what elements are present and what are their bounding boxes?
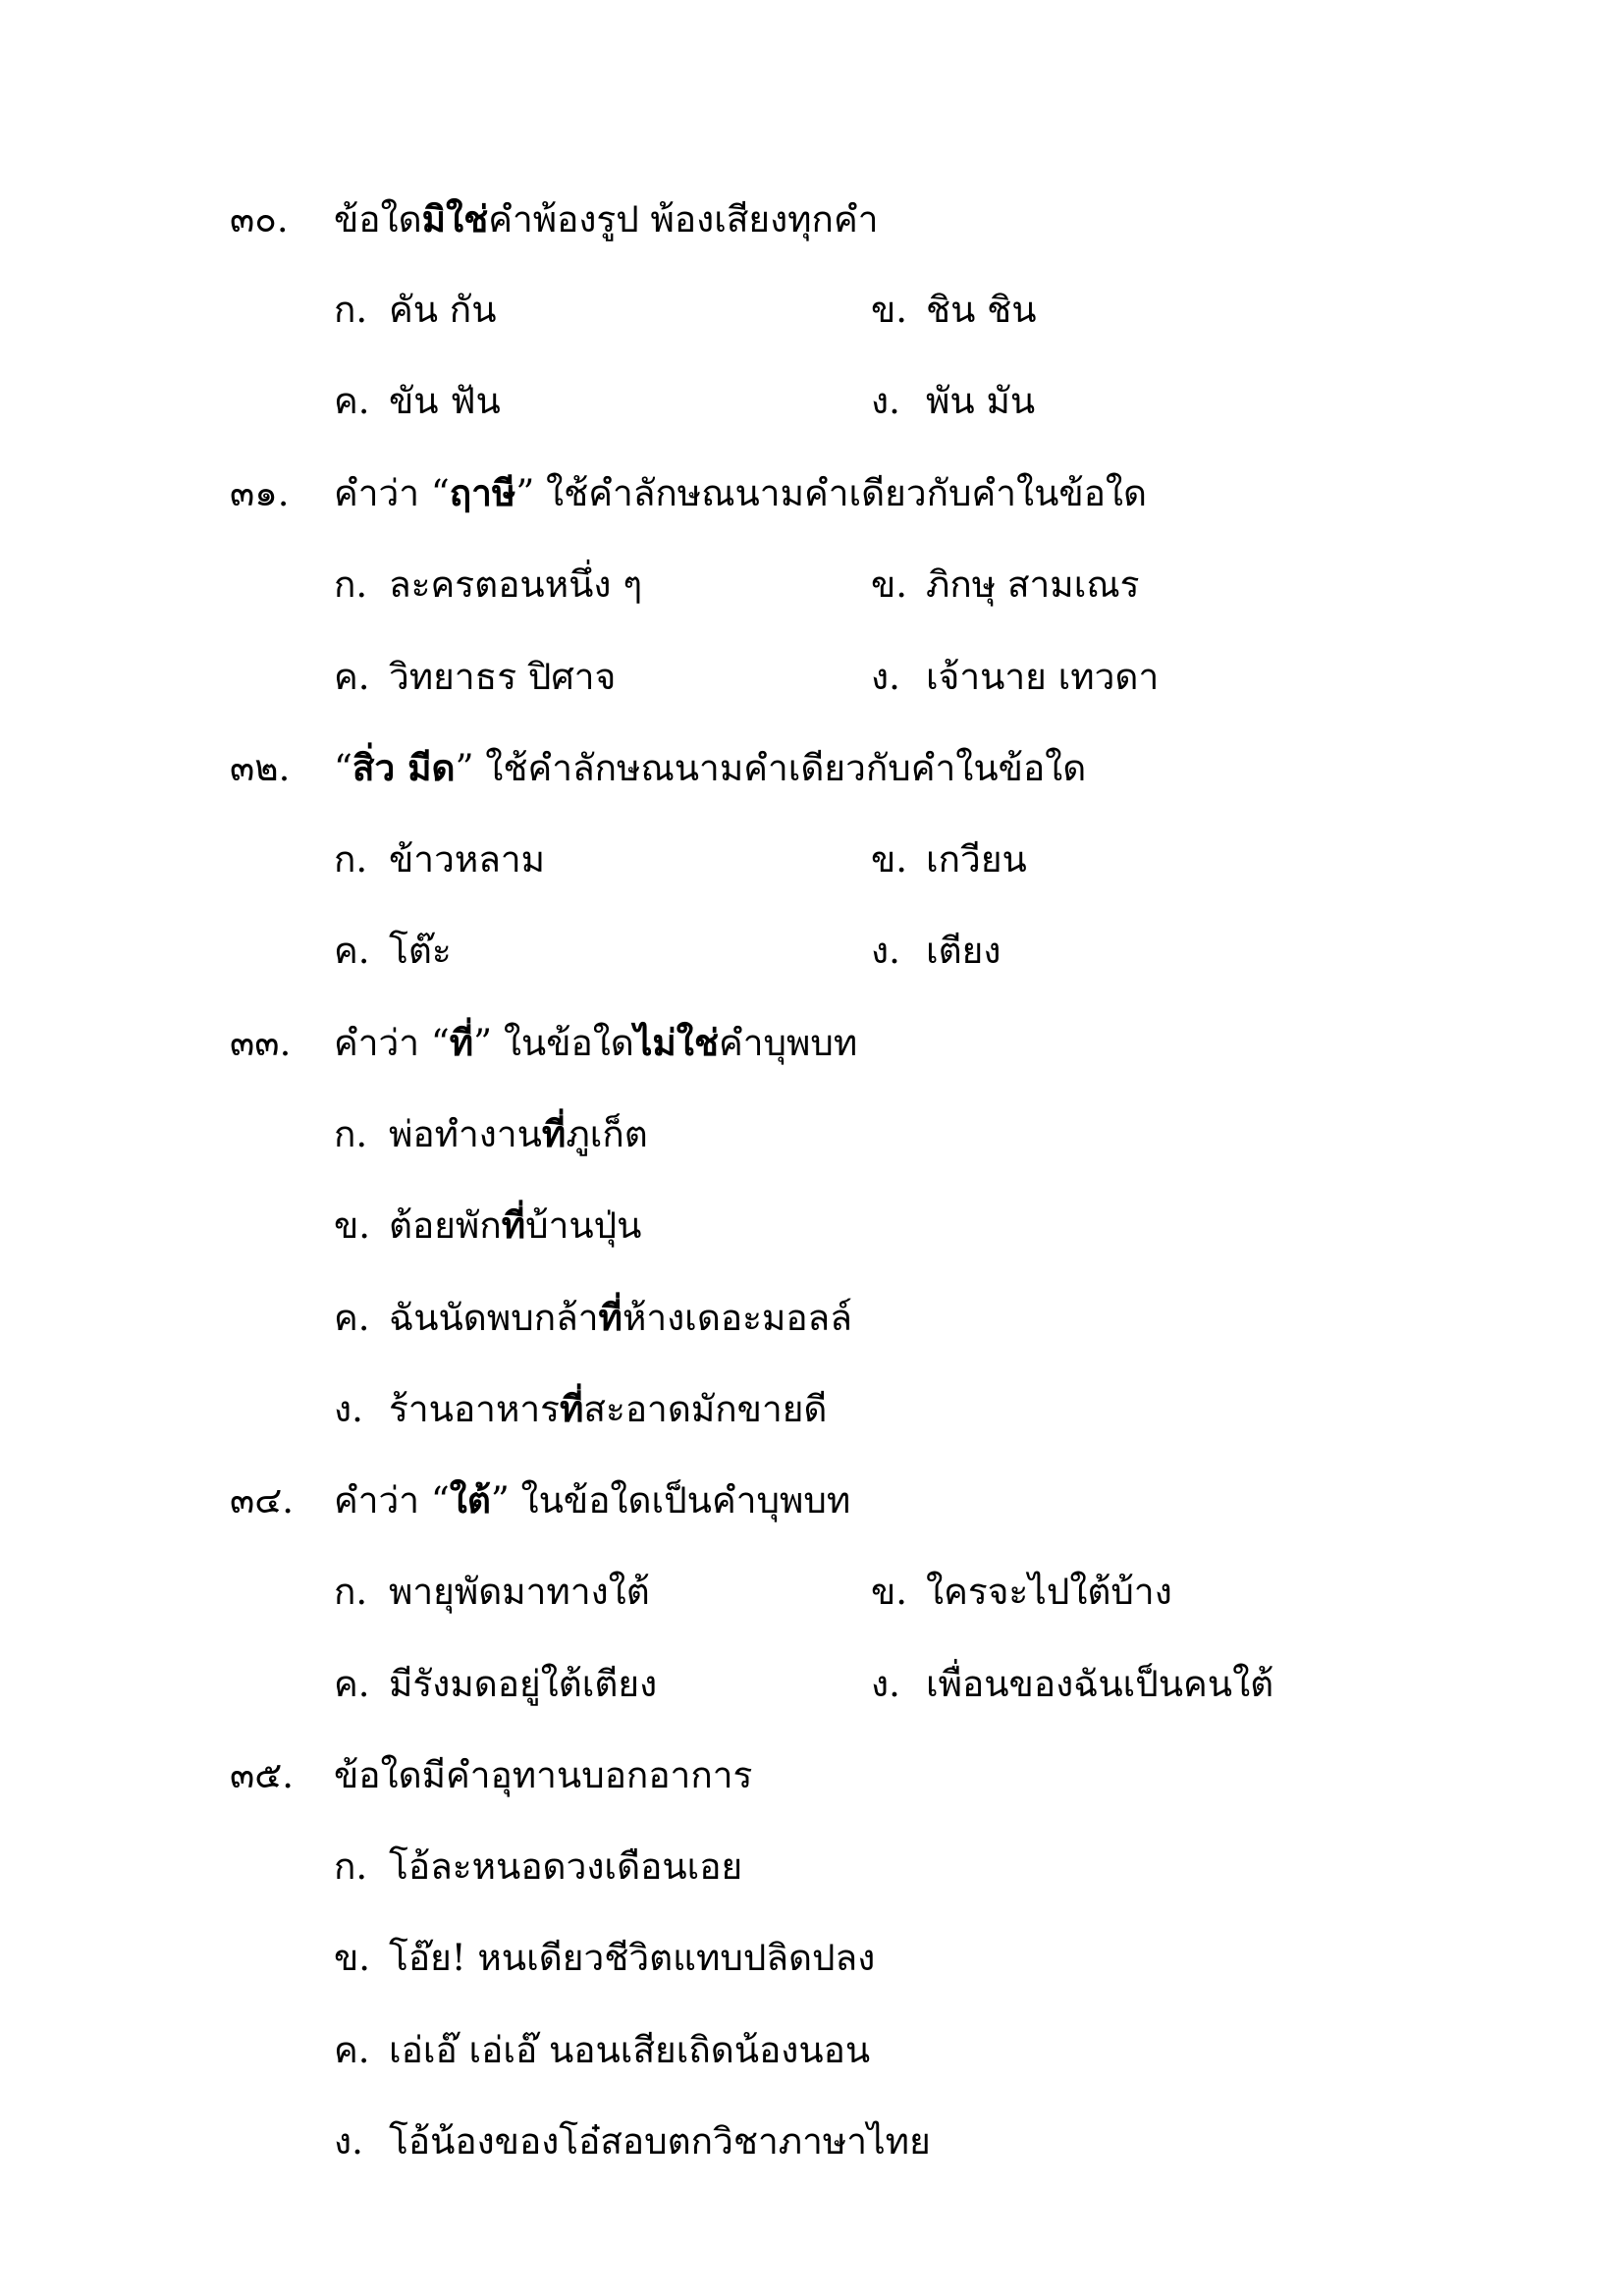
option-a: ก. พ่อทำงานที่ภูเก็ต (334, 1112, 648, 1155)
question-30 (0, 197, 1624, 250)
option-d: ง. เจ้านาย เทวดา (871, 656, 1160, 698)
option-a: ก. คัน กัน (334, 289, 497, 331)
emphasis: ฤาษี (449, 471, 516, 514)
option-c: ค. เอ่เอ๊ เอ่เอ๊ นอนเสียเถิดน้องนอน (334, 2029, 871, 2071)
option-c: ค. ขัน ฟัน (334, 380, 501, 422)
emphasis: มิใช่ (421, 197, 489, 240)
option-a: ก. พายุพัดมาทางใต้ (334, 1571, 650, 1613)
option-b: ข. ภิกษุ สามเณร (871, 563, 1140, 606)
question-text: คำว่า “ฤาษี” ใช้คำลักษณนามคำเดียวกับคำในข้อใด (334, 471, 1148, 514)
question-33 (0, 1021, 1624, 1074)
option-a: ก. ข้าวหลาม (334, 838, 546, 881)
question-31 (0, 471, 1624, 524)
question-35 (0, 1754, 1624, 1806)
option-d: ง. เพื่อนของฉันเป็นคนใต้ (871, 1663, 1274, 1705)
option-b: ข. โอ๊ย! หนเดียวชีวิตแทบปลิดปลง (334, 1937, 876, 1979)
question-text: ข้อใดมีคำอุทานบอกอาการ (334, 1754, 753, 1796)
question-text: คำว่า “ที่” ในข้อใดไม่ใช่คำบุพบท (334, 1021, 858, 1064)
emphasis: ใต้ (449, 1478, 491, 1522)
option-b: ข. เกวียน (871, 838, 1027, 881)
question-text: “สิ่ว มีด” ใช้คำลักษณนามคำเดียวกับคำในข้อใด (334, 746, 1087, 789)
option-b: ข. ต้อยพักที่บ้านปุ่น (334, 1203, 642, 1247)
question-number: ๓๑. (230, 472, 290, 514)
question-number: ๓๐. (230, 198, 289, 240)
option-c: ค. วิทยาธร ปิศาจ (334, 656, 617, 698)
emphasis: ไม่ใช่ (633, 1021, 719, 1064)
question-number: ๓๕. (230, 1754, 295, 1796)
option-d: ง. ร้านอาหารที่สะอาดมักขายดี (334, 1387, 828, 1430)
question-text: ข้อใดมิใช่คำพ้องรูป พ้องเสียงทุกคำ (334, 197, 879, 240)
option-a: ก. โอ้ละหนอดวงเดือนเอย (334, 1845, 743, 1888)
question-number: ๓๒. (230, 747, 291, 789)
option-b: ข. ชิน ชิน (871, 289, 1037, 331)
option-d: ง. โอ้น้องของโอ๋สอบตกวิชาภาษาไทย (334, 2120, 931, 2163)
option-c: ค. โต๊ะ (334, 930, 452, 972)
emphasis: ที่ (449, 1021, 474, 1064)
question-number: ๓๓. (230, 1022, 292, 1064)
question-text: คำว่า “ใต้” ในข้อใดเป็นคำบุพบท (334, 1478, 851, 1522)
option-a: ก. ละครตอนหนึ่ง ๆ (334, 563, 643, 606)
option-c: ค. มีรังมดอยู่ใต้เตียง (334, 1663, 658, 1705)
emphasis: สิ่ว มีด (352, 746, 456, 789)
question-34 (0, 1478, 1624, 1531)
question-number: ๓๔. (230, 1479, 295, 1522)
option-d: ง. เตียง (871, 930, 1001, 972)
option-b: ข. ใครจะไปใต้บ้าง (871, 1571, 1172, 1613)
option-c: ค. ฉันนัดพบกล้าที่ห้างเดอะมอลล์ (334, 1296, 852, 1339)
option-d: ง. พัน มัน (871, 380, 1036, 422)
question-32 (0, 746, 1624, 799)
